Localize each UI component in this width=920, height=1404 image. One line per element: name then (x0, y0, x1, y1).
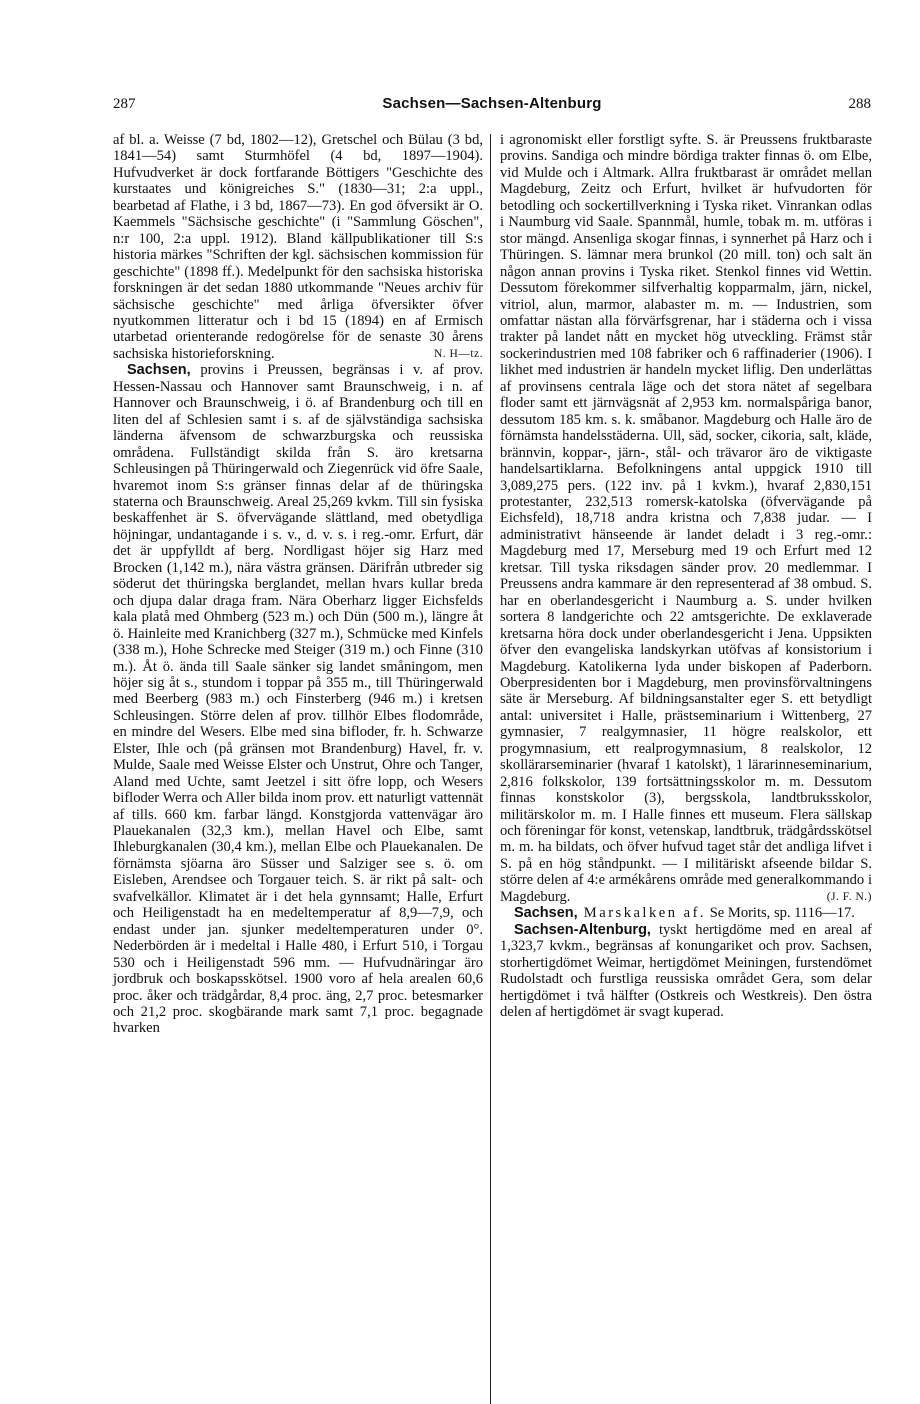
headword: Sachsen-Altenburg, (514, 921, 651, 938)
paragraph-history-sources: af bl. a. Weisse (7 bd, 1802—12), Gretschel och Bülau (3 bd, 1841—54) samt Sturmhöfel (4 bd, 1897—1904). Hufvudverket är dock fortfarande Böttigers "Geschichte des kurstaates und königreiches S." (1830—31; 2:a uppl., bearbetad af Flathe, i 3 bd, 1867—73). En god öfversikt är O. Kaemmels "Sächsische geschichte" (i "Sammlung Göschen", n:r 100, 2:a uppl. 1912). Bland källpublikationer till S:s historia märkes "Schriften der kgl. sächsischen kommission für geschichte" (1898 ff.). Medelpunkt för den sachsiska historiska forskningen är det sedan 1880 utkommande "Neues archiv für sächsische geschichte" med årliga öfversikter öfver nyutkommen litteratur och i bd 15 (1894) en af Ermisch utarbetad orienterande redogörelse för de senaste 30 årens sachsiska historieforskning. N. H—tz. (113, 132, 483, 362)
entry-sachsen-altenburg: Sachsen-Altenburg, tyskt hertigdöme med en areal af 1,323,7 kvkm., begränsas af konungariket och prov. Sachsen, storhertigdömet Weimar, hertigdömet Meiningen, furstendömet Rudolstadt och furstliga reussiska området Gera, som delar hertigdömet i två hälfter (Ostkreis och Westkreis). Den östra delen af hertigdömet är svagt kuperad. (500, 921, 872, 1021)
running-title: Sachsen—Sachsen-Altenburg (382, 95, 602, 112)
author-signature: N. H—tz. (433, 347, 483, 360)
paragraph-continuation: i agronomiskt eller forstligt syfte. S. är Preussens fruktbaraste provins. Sandiga och mindre bördiga trakter finnas ö. om Elbe, vid Mulde och i Altmark. Allra fruktbarast är området mellan Magdeburg, Zeitz och Erfurt, hvilket är hufvudorten för betodling och sockertillverkning i Tyska riket. Vinrankan odlas i Naumburg vid Saale. Spannmål, humle, tobak m. m. utföras i stor mängd. Ansenliga skogar finnas, i synnerhet på Harz och i Thüringen. S. lämnar mera brunkol (20 mill. ton) och salt än någon annan provins i Tyska riket. Stenkol finnes vid Wettin. Dessutom förekommer silfverhaltig kopparmalm, järn, nickel, vitriol, alun, marmor, alabaster m. m. — Industrien, som omfattar nästan alla förvärfsgrenar, har i städerna och i vissa trakter på landet nått en mycket hög utveckling. Främst står sockerindustrien med 108 fabriker och 6 raffinaderier (1906). I likhet med industrien är handeln mycket liflig. Den underlättas af provinsens centrala läge och det stora nätet af segelbara floder samt ett järnvägsnät af 2,953 km. normalspåriga banor, dessutom 185 km. s. k. småbanor. Magdeburg och Halle äro de förnämsta handelsstäderna. Ull, säd, socker, cikoria, salt, kläde, brännvin, koppar-, järn-, stål- och trävaror äro de viktigaste handelsartiklarna. Befolkningens antal uppgick 1910 till 3,089,275 pers. (122 inv. på 1 kvkm.), hvaraf 2,830,151 protestanter, 232,513 romersk-katolska (öfvervägande på Eichsfeld), 18,718 andra kristna och 7,838 judar. — I administrativt hänseende är landet deladt i 3 reg.-omr.: Magdeburg med 17, Merseburg med 19 och Erfurt med 12 kretsar. Till tyska riksdagen sänder prov. 20 medlemmar. I Preussens andra kammare är den representerad af 38 ombud. S. har en oberlandesgericht i Naumburg a. S. under hvilken sortera 8 landgerichte och 22 amtsgerichte. De exklaverade kretsarna höra dock under oberlandesgericht i Jena. Uppsikten öfver den evangeliska landskyrkan utöfvas af konsistorium i Magdeburg. Katolikerna lyda under biskopen af Paderborn. Oberpresidenten bor i Magdeburg, men provinsförvaltningens säte är Merseburg. Af bildningsanstalter eger S. ett betydligt antal: universitet i Halle, prästseminarium i Wittenberg, 27 gymnasier, 7 realgymnasier, 11 högre realskolor, ett progymnasium, ett realprogymnasium, 8 realskolor, 12 skollärarseminarier (hvaraf 1 katolskt), 1 lärarinneseminarium, 2,816 folkskolor, 139 fortsättningsskolor m. m. Dessutom finnas konstskolor (3), bergsskola, landtbruksskolor, militärskolor m. m. I Halle finnes ett museum. Flera sällskap och föreningar för konst, vetenskap, landtbruk, trädgårdsskötsel m. m. ha bildats, och öfver hufvud taget står det andliga lifvet i S. på en hög ståndpunkt. — I militäriskt afseende bildar S. större delen af 4:e armékårens område med generalkommando i Magdeburg. (J. F. N.) (500, 132, 872, 905)
right-column (500, 132, 872, 1020)
entry-sachsen-provins: Sachsen, provins i Preussen, begränsas i v. af prov. Hessen-Nassau och Hannover samt Braunschweig, i n. af Hannover och Braunschweig, i ö. af Brandenburg och till en liten del af Schlesien samt i s. af de självständiga sachsiska länderna äfvensom de schwarzburgska och reussiska områdena. Fullständigt skilda från S. äro kretsarna Schleusingen på Thüringerwald och Ziegenrück vid öfre Saale, hvaremot inom S:s gränser finnas delar af de thüringska staterna och Braunschweig. Areal 25,269 kvkm. Till sin fysiska beskaffenhet är S. öfvervägande slättland, med obetydliga höjningar, undantagande i s. v., d. v. s. i reg.-omr. Erfurt, där det är uppfylldt af berg. Nordligast höjer sig Harz med Brocken (1,142 m.), nära västra gränsen. Därifrån utbreder sig söderut det thüringska berglandet, mellan hvars kullar breda och djupa dalar draga fram. Nära Oberharz ligger Eichsfelds kala platå med Ohmberg (523 m.) och Dün (500 m.), längre åt ö. Hainleite med Kranichberg (327 m.), Schmücke med Kinfels (338 m.), Hohe Schrecke med Steiger (319 m.) och Finne (310 m.). Åt ö. ända till Saale sänker sig landet småningom, men höjer sig åt s., stundom i toppar på 355 m., till Thüringerwald med Beerberg (983 m.) och Finsterberg (946 m.) i kretsen Schleusingen. Större delen af prov. tillhör Elbes flodområde, en mindre del Wesers. Elbe med sina bifloder, fr. h. Schwarze Elster, Ihle och (på gränsen mot Brandenburg) Havel, fr. v. Mulde, Saale med Weisse Elster och Unstrut, Ohre och Tanger, Aland med Uchte, samt Jeetzel i sitt öfre lopp, och Wesers bifloder Werra och Aller bilda inom prov. ett naturligt vattennät af tills. 660 km. farbar längd. Konstgjorda vattenvägar äro Plauekanalen (32,3 km.), mellan Havel och Elbe, samt Ihleburgkanalen (30,4 km.), mellan Elbe och Plauekanalen. De förnämsta sjöarna äro Süsser und Salziger see s. ö. om Eisleben, Arendsee och Torgauer teich. S. är rikt på salt- och svafvelkällor. Klimatet är i det hela gynnsamt; Halle, Erfurt och Heiligenstadt ha en medeltemperatur af 8,9—7,9, och endast under jan. sjunker medeltemperaturen under 0°. Nederbörden är i medeltal i Halle 480, i Erfurt 510, i Torgau 530 och i Heiligenstadt 596 mm. — Hufvudnäringar äro jordbruk och boskapsskötsel. 1900 voro af hela arealen 60,6 proc. åker och trädgårdar, 8,4 proc. äng, 2,7 proc. betesmarker och 21,2 proc. skogbärande mark samt 7,1 proc. begagnade hvarken (113, 362, 483, 1037)
left-column (113, 132, 483, 1037)
author-signature: (J. F. N.) (826, 890, 872, 903)
column-divider (490, 134, 491, 1404)
page-number-left: 287 (113, 96, 136, 112)
headword: Sachsen, (514, 905, 578, 922)
page-number-right: 288 (848, 96, 871, 112)
page-header (113, 95, 871, 115)
headword: Sachsen, (127, 362, 191, 379)
entry-sachsen-marskalken: Sachsen, Marskalken af. Se Morits, sp. 1116—17. (514, 905, 855, 922)
